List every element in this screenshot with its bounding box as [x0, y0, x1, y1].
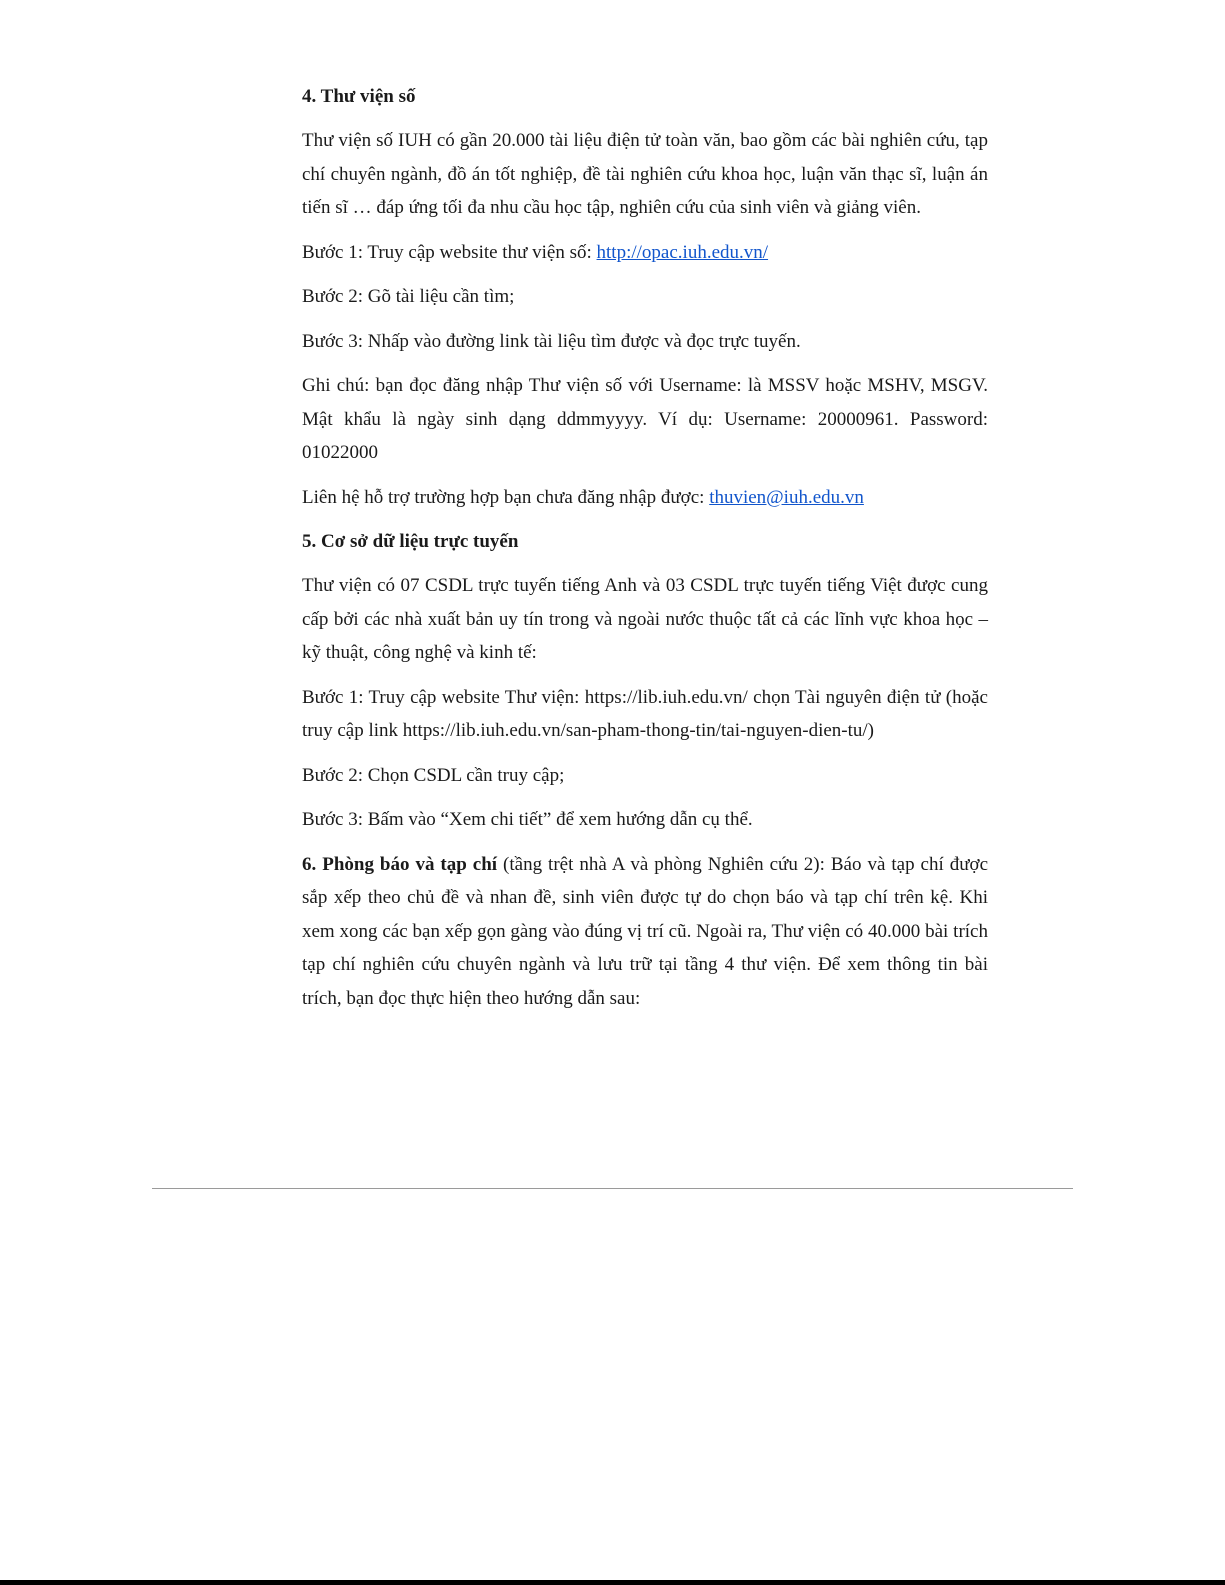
- section-4-contact: [302, 481, 988, 515]
- bottom-edge-bar: [0, 1580, 1225, 1585]
- section-4-intro: Thư viện số IUH có gần 20.000 tài liệu điện tử toàn văn, bao gồm các bài nghiên cứu, tạp chí chuyên ngành, đồ án tốt nghiệp, đề tài nghiên cứu khoa học, luận văn thạc sĩ, luận án tiến sĩ … đáp ứng tối đa nhu cầu học tập, nghiên cứu của sinh viên và giảng viên.: [302, 130, 988, 218]
- section-4-note: Ghi chú: bạn đọc đăng nhập Thư viện số với Username: là MSSV hoặc MSHV, MSGV. Mật khẩu là ngày sinh dạng ddmmyyyy. Ví dụ: Username: 20000961. Password: 01022000: [302, 375, 988, 463]
- section-5-step-3: Bước 3: Bấm vào “Xem chi tiết” để xem hướng dẫn cụ thể.: [302, 809, 753, 830]
- section-4-contact-text: Liên hệ hỗ trợ trường hợp bạn chưa đăng nhập được:: [302, 486, 710, 508]
- section-6-paragraph: [302, 848, 988, 1016]
- section-6-body: (tầng trệt nhà A và phòng Nghiên cứu 2): Báo và tạp chí được sắp xếp theo chủ đề và nhan đề, sinh viên được tự do chọn báo và tạp chí trên kệ. Khi xem xong các bạn xếp gọn gàng vào đúng vị trí cũ. Ngoài ra, Thư viện có 40.000 bài trích tạp chí nghiên cứu chuyên ngành và lưu trữ tại tầng 4 thư viện. Để xem thông tin bài trích, bạn đọc thực hiện theo hướng dẫn sau:: [302, 853, 988, 1009]
- section-5-step-2: Bước 2: Chọn CSDL cần truy cập;: [302, 764, 565, 786]
- section-4-step-1: [302, 236, 988, 270]
- section-4-step-3: Bước 3: Nhấp vào đường link tài liệu tìm được và đọc trực tuyến.: [302, 330, 801, 352]
- contact-email-link[interactable]: thuvien@iuh.edu.vn: [709, 486, 864, 508]
- page-divider: [152, 1188, 1073, 1189]
- opac-link[interactable]: http://opac.iuh.edu.vn/: [596, 241, 769, 263]
- section-6-heading: 6. Phòng báo và tạp chí: [302, 853, 498, 875]
- section-5-intro: Thư viện có 07 CSDL trực tuyến tiếng Anh và 03 CSDL trực tuyến tiếng Việt được cung cấp bởi các nhà xuất bản uy tín trong và ngoài nước thuộc tất cả các lĩnh vực khoa học – kỹ thuật, công nghệ và kinh tế:: [302, 575, 988, 663]
- section-5-heading: 5. Cơ sở dữ liệu trực tuyến: [302, 531, 519, 552]
- section-4-heading: 4. Thư viện số: [302, 86, 416, 107]
- section-4-step-2: Bước 2: Gõ tài liệu cần tìm;: [302, 286, 515, 307]
- section-4-step-1-text: Bước 1: Truy cập website thư viện số:: [302, 241, 597, 263]
- section-5-step-1: Bước 1: Truy cập website Thư viện: https://lib.iuh.edu.vn/ chọn Tài nguyên điện tử (hoặc truy cập link https://lib.iuh.edu.vn/san-pham-thong-tin/tai-nguyen-dien-tu/): [302, 686, 988, 741]
- page-content: [302, 80, 988, 1026]
